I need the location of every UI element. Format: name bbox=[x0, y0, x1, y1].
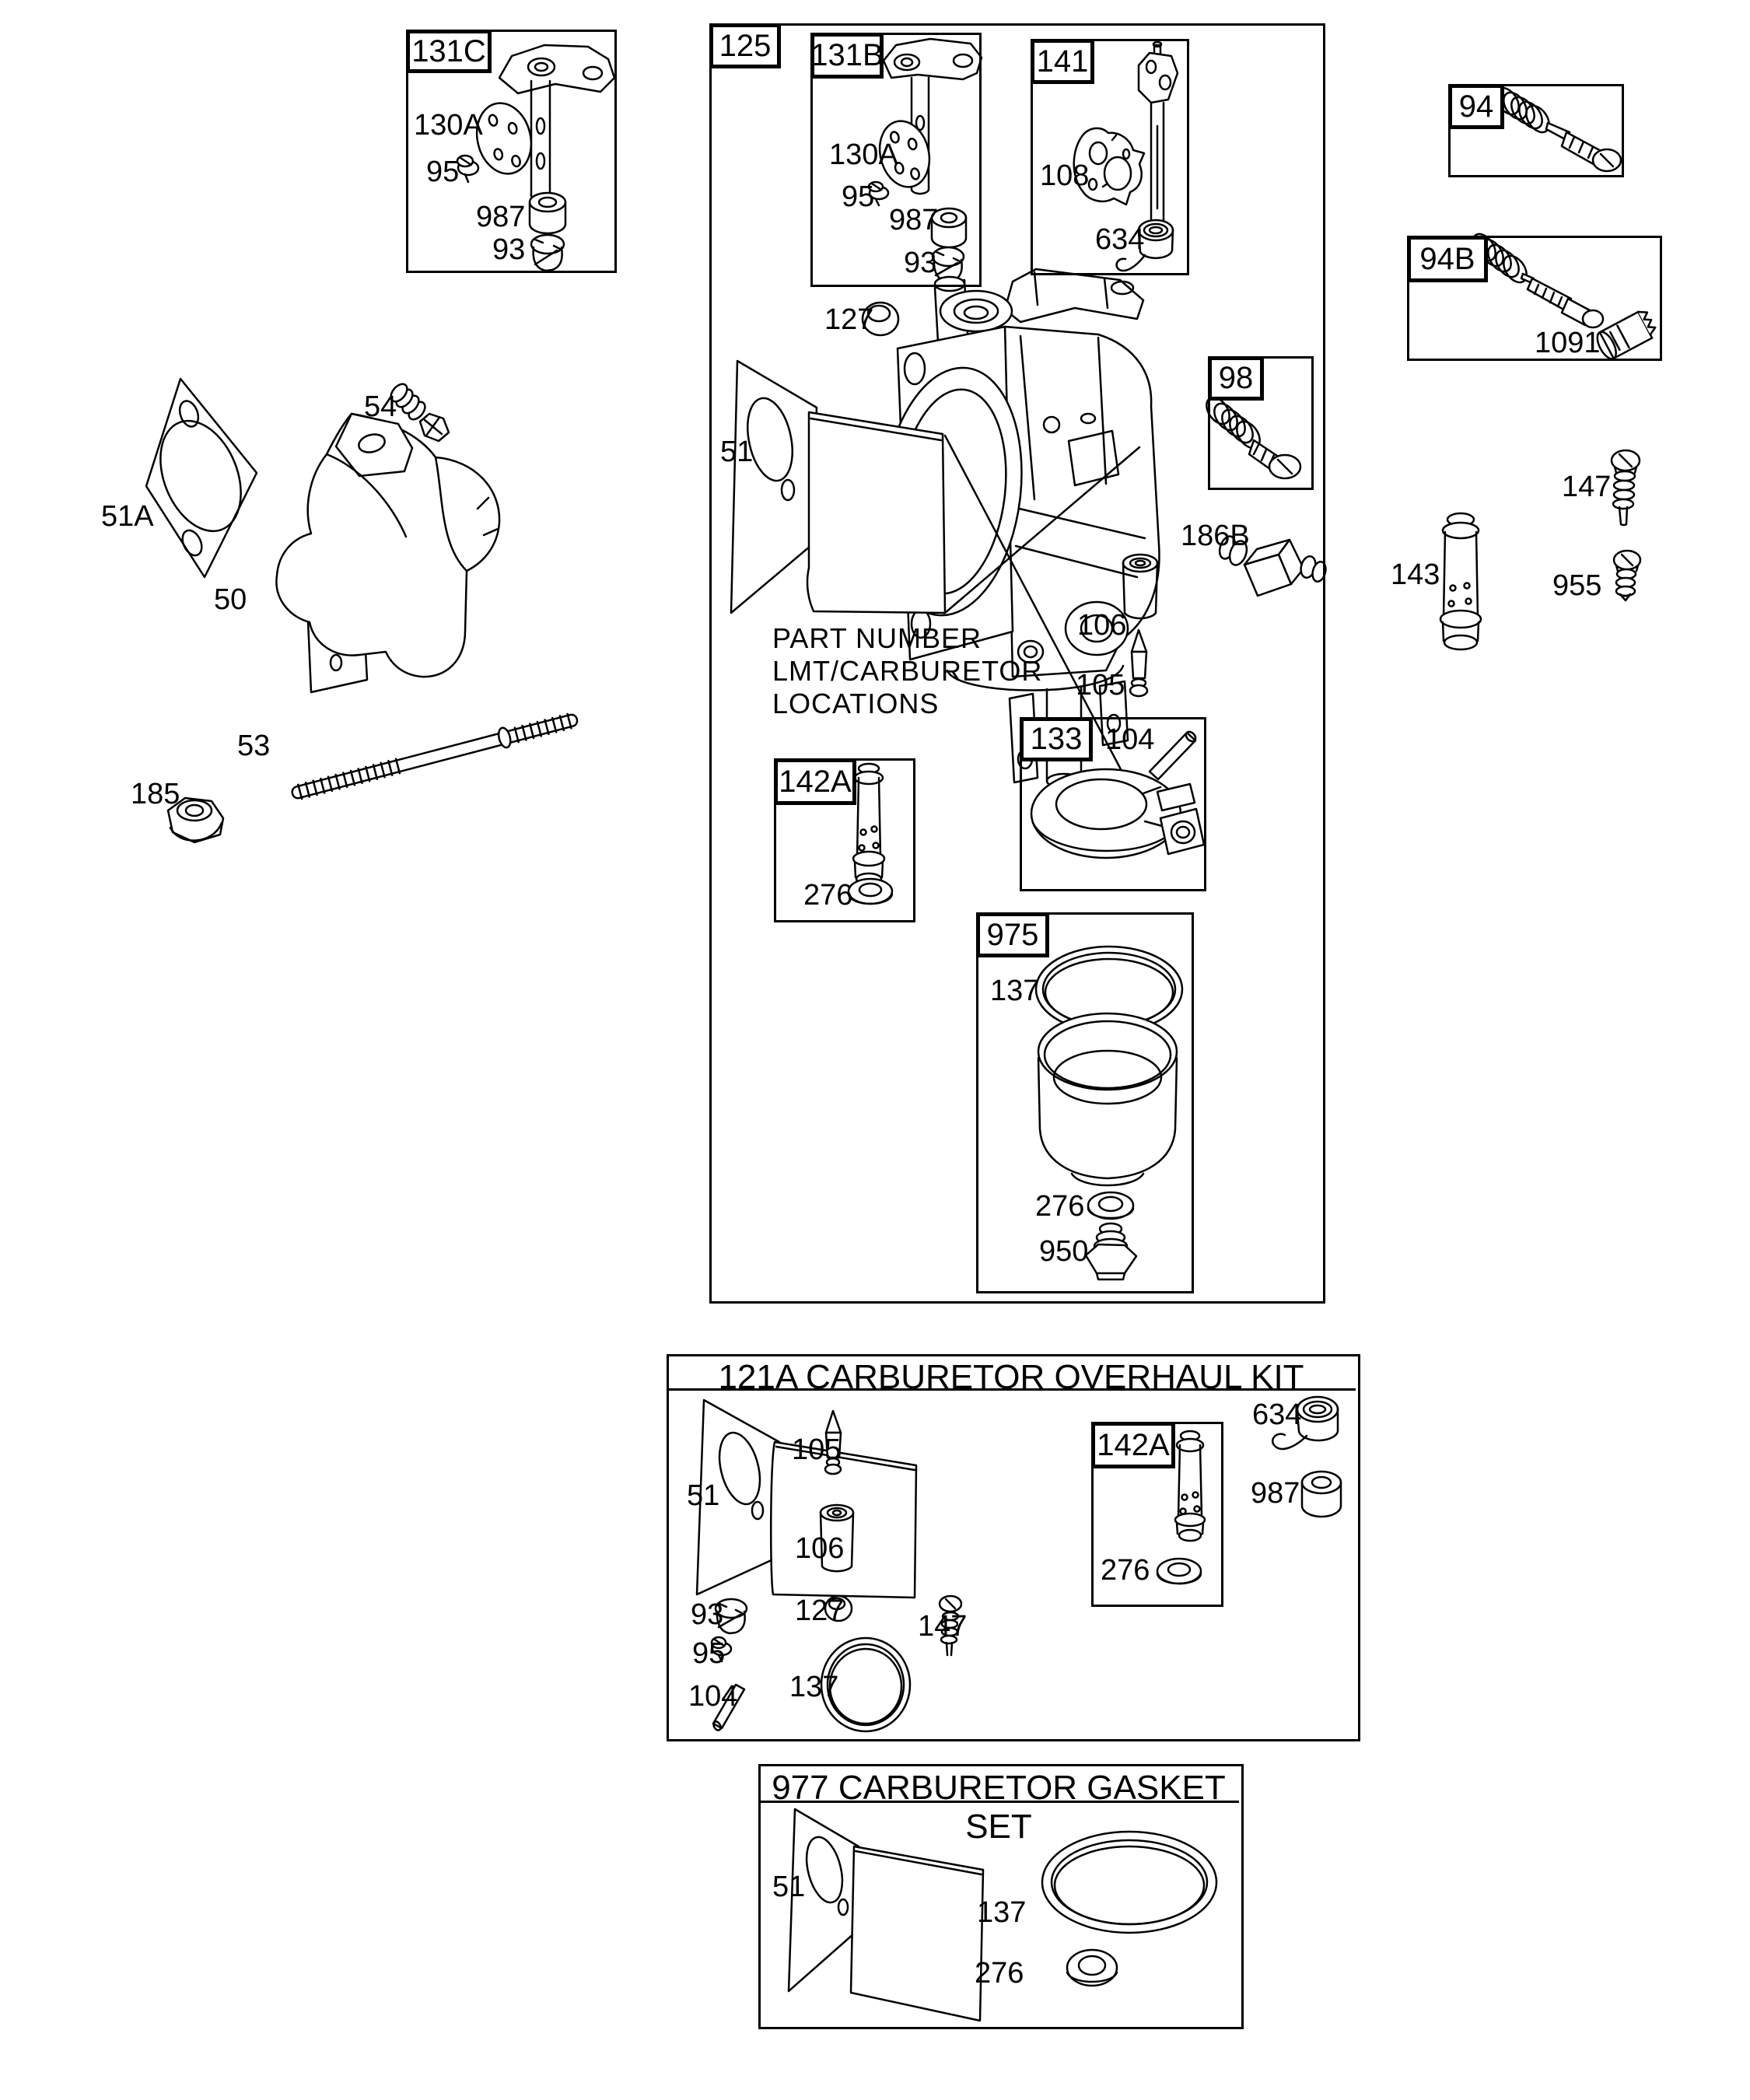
box-label-131c-text: 131C bbox=[411, 33, 486, 68]
part-label-51: 51 bbox=[687, 1479, 720, 1512]
box-label-142a-text: 142A bbox=[779, 764, 852, 799]
screw-955-drawing bbox=[1614, 551, 1640, 600]
main-jet-143-drawing bbox=[1440, 513, 1481, 649]
box-label-975 bbox=[976, 912, 1049, 957]
box-label-142a-kit bbox=[1091, 1422, 1175, 1468]
part-label-106: 106 bbox=[1077, 609, 1127, 642]
part-label-51: 51 bbox=[772, 1871, 806, 1903]
part-label-137: 137 bbox=[990, 975, 1040, 1007]
box-label-98-text: 98 bbox=[1218, 361, 1254, 395]
part-label-130a: 130A bbox=[414, 109, 483, 142]
part-label-147: 147 bbox=[918, 1610, 968, 1643]
part-label-108: 108 bbox=[1040, 159, 1090, 192]
part-label-104: 104 bbox=[1105, 723, 1155, 756]
part-label-95: 95 bbox=[842, 180, 875, 213]
part-label-987: 987 bbox=[1251, 1477, 1300, 1510]
screw-147-drawing bbox=[1612, 450, 1640, 525]
box-label-131b bbox=[810, 33, 884, 79]
part-label-137: 137 bbox=[789, 1671, 839, 1703]
box-label-94b bbox=[1407, 236, 1488, 282]
box-label-125-text: 125 bbox=[719, 28, 772, 63]
part-label-51: 51 bbox=[720, 436, 754, 468]
part-label-95: 95 bbox=[692, 1637, 726, 1670]
box-label-141 bbox=[1031, 39, 1094, 84]
part-label-276: 276 bbox=[1101, 1554, 1150, 1587]
part-label-95: 95 bbox=[426, 156, 460, 188]
part-label-105: 105 bbox=[1076, 669, 1125, 702]
part-number-note-line3: LOCATIONS bbox=[772, 688, 940, 719]
box-label-975-text: 975 bbox=[986, 917, 1039, 952]
box-label-131c bbox=[406, 30, 492, 73]
part-label-54: 54 bbox=[364, 390, 397, 423]
part-label-147: 147 bbox=[1562, 471, 1612, 503]
box-label-94 bbox=[1448, 84, 1504, 129]
intake-manifold-50-drawing bbox=[276, 414, 499, 692]
set-977-title: 977 CARBURETOR GASKET SET bbox=[772, 1769, 1226, 1846]
part-number-note-line1: PART NUMBER bbox=[772, 622, 982, 654]
part-label-955: 955 bbox=[1552, 569, 1602, 602]
box-label-142a-kit-text: 142A bbox=[1097, 1427, 1170, 1462]
box-label-131b-text: 131B bbox=[810, 38, 884, 72]
part-label-104: 104 bbox=[688, 1680, 738, 1713]
part-label-93: 93 bbox=[492, 233, 526, 266]
gasket-51a-drawing bbox=[145, 379, 257, 577]
part-label-185: 185 bbox=[131, 778, 180, 810]
part-label-1091: 1091 bbox=[1535, 327, 1601, 359]
part-label-93: 93 bbox=[904, 247, 937, 279]
part-label-105: 105 bbox=[792, 1433, 842, 1466]
stud-53-drawing bbox=[290, 709, 579, 803]
box-label-94-text: 94 bbox=[1458, 89, 1494, 124]
box-label-142a bbox=[774, 758, 856, 805]
part-label-51a: 51A bbox=[101, 500, 154, 533]
part-label-53: 53 bbox=[237, 730, 271, 762]
box-label-125 bbox=[709, 23, 781, 68]
part-label-137: 137 bbox=[977, 1896, 1027, 1929]
part-label-276: 276 bbox=[803, 879, 853, 912]
part-number-note-line2: LMT/CARBURETOR bbox=[772, 655, 1043, 687]
part-label-106: 106 bbox=[795, 1532, 845, 1565]
part-label-634: 634 bbox=[1095, 223, 1145, 256]
part-label-50: 50 bbox=[214, 583, 247, 616]
part-label-93: 93 bbox=[691, 1598, 724, 1631]
part-label-186b: 186B bbox=[1181, 520, 1250, 552]
part-label-130a: 130A bbox=[829, 138, 898, 171]
part-label-127: 127 bbox=[795, 1594, 845, 1627]
box-label-98 bbox=[1208, 356, 1264, 401]
part-label-276: 276 bbox=[1035, 1190, 1085, 1223]
box-label-133 bbox=[1020, 717, 1093, 761]
box-label-133-text: 133 bbox=[1030, 722, 1083, 756]
part-label-987: 987 bbox=[889, 204, 939, 236]
box-label-141-text: 141 bbox=[1036, 44, 1089, 79]
box-label-94b-text: 94B bbox=[1419, 241, 1475, 276]
part-label-143: 143 bbox=[1391, 558, 1440, 591]
kit-121a-title: 121A CARBURETOR OVERHAUL KIT bbox=[718, 1358, 1304, 1396]
part-label-634: 634 bbox=[1252, 1398, 1302, 1431]
part-label-950: 950 bbox=[1039, 1235, 1089, 1268]
part-label-276: 276 bbox=[975, 1957, 1024, 1990]
part-label-127: 127 bbox=[824, 303, 874, 336]
part-label-987: 987 bbox=[476, 201, 526, 233]
